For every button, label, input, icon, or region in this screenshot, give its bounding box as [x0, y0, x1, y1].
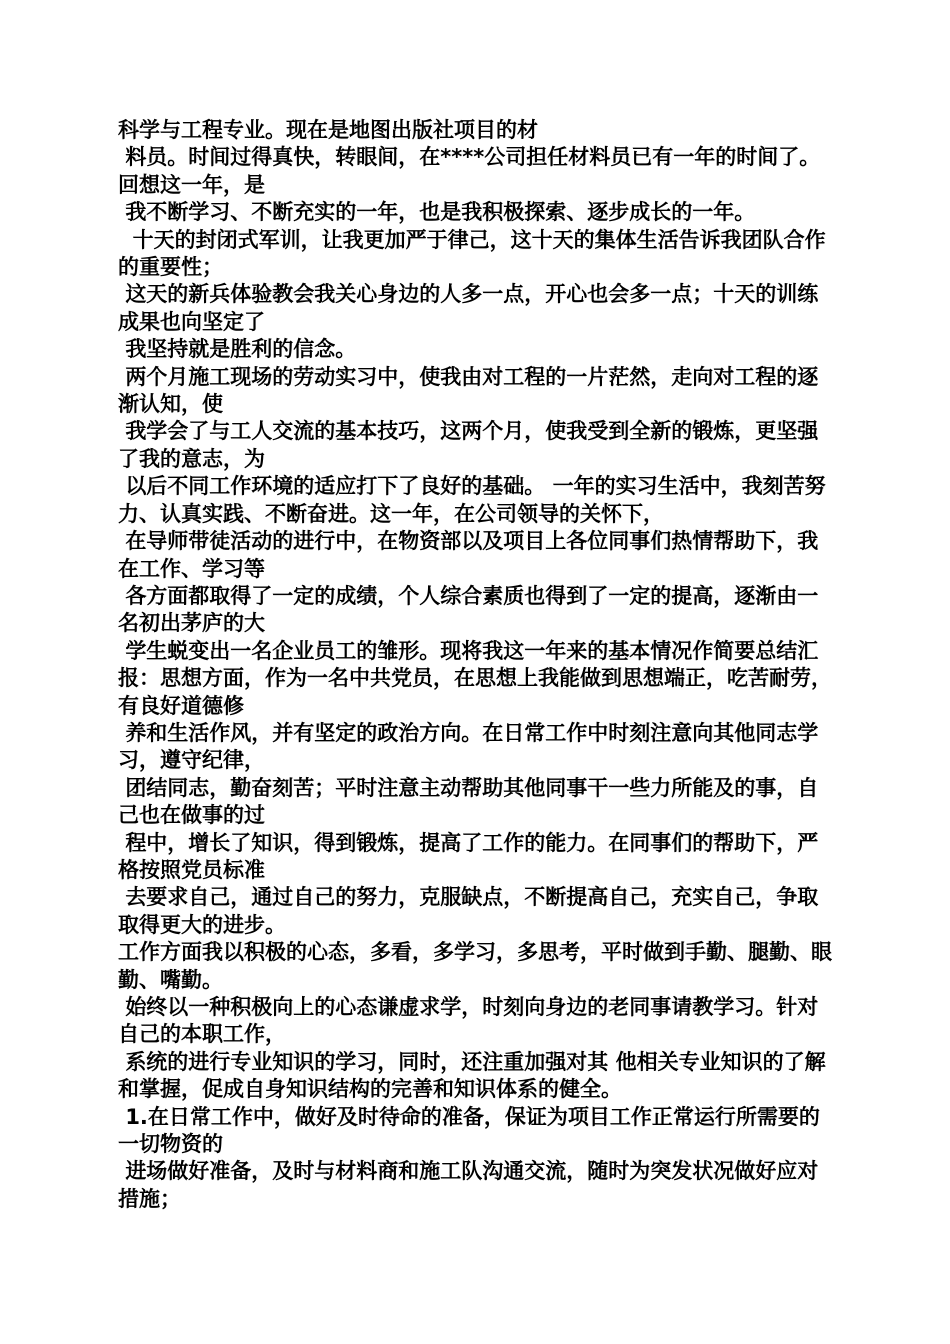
- paragraph: 始终以一种积极向上的心态谦虚求学，时刻向身边的老同事请教学习。针对自己的本职工作，: [118, 995, 819, 1047]
- paragraph: 养和生活作风，并有坚定的政治方向。在日常工作中时刻注意向其他同志学习，遵守纪律，: [118, 720, 819, 773]
- paragraph: 学生蜕变出一名企业员工的雏形。现将我这一年来的基本情况作简要总结汇报：思想方面，作为一名中共党员，在思想上我能做到思想端正，吃苦耐劳，有良好道德修: [118, 638, 832, 718]
- paragraph: 料员。时间过得真快，转眼间，在****公司担任材料员已有一年的时间了。回想这一年，是: [118, 145, 821, 197]
- paragraph: 系统的进行专业知识的学习，同时，还注重加强对其 他相关专业知识的了解和掌握，促成自身知识结构的完善和知识体系的健全。: [118, 1049, 826, 1102]
- document-body: [118, 117, 836, 1213]
- paragraph: 各方面都取得了一定的成绩，个人综合素质也得到了一定的提高，逐渐由一名初出茅庐的大: [118, 583, 819, 636]
- paragraph: 程中，增长了知识，得到锻炼，提高了工作的能力。在同事们的帮助下，严格按照党员标准: [118, 830, 819, 882]
- paragraph: 去要求自己，通过自己的努力，克服缺点，不断提高自己，充实自己，争取取得更大的进步。: [118, 885, 819, 937]
- paragraph: 工作方面我以积极的心态，多看，多学习，多思考，平时做到手勤、腿勤、眼勤、嘴勤。: [118, 940, 832, 992]
- paragraph: 以后不同工作环境的适应打下了良好的基础。 一年的实习生活中，我刻苦努力、认真实践、不断奋进。这一年，在公司领导的关怀下，: [118, 474, 826, 526]
- paragraph: 我坚持就是胜利的信念。: [118, 337, 357, 362]
- paragraph: 我不断学习、不断充实的一年，也是我积极探索、逐步成长的一年。: [118, 200, 756, 225]
- paragraph: 1.在日常工作中，做好及时待命的准备，保证为项目工作正常运行所需要的一切物资的: [118, 1104, 820, 1157]
- paragraph: 在导师带徒活动的进行中，在物资部以及项目上各位同事们热情帮助下，我在工作、学习等: [118, 529, 819, 581]
- paragraph: 两个月施工现场的劳动实习中，使我由对工程的一片茫然，走向对工程的逐渐认知，使: [118, 364, 819, 417]
- paragraph: 科学与工程专业。现在是地图出版社项目的材: [118, 118, 538, 142]
- paragraph: 我学会了与工人交流的基本技巧，这两个月，使我受到全新的锻炼，更坚强了我的意志，为: [118, 419, 819, 471]
- paragraph: 团结同志，勤奋刻苦；平时注意主动帮助其他同事干一些力所能及的事，自己也在做事的过: [118, 775, 819, 828]
- paragraph: 这天的新兵体验教会我关心身边的人多一点，开心也会多一点；十天的训练成果也向坚定了: [118, 282, 819, 334]
- paragraph: 十天的封闭式军训，让我更加严于律己，这十天的集体生活告诉我团队合作的重要性；: [118, 227, 826, 280]
- paragraph: 进场做好准备，及时与材料商和施工队沟通交流，随时为突发状况做好应对措施；: [118, 1159, 819, 1211]
